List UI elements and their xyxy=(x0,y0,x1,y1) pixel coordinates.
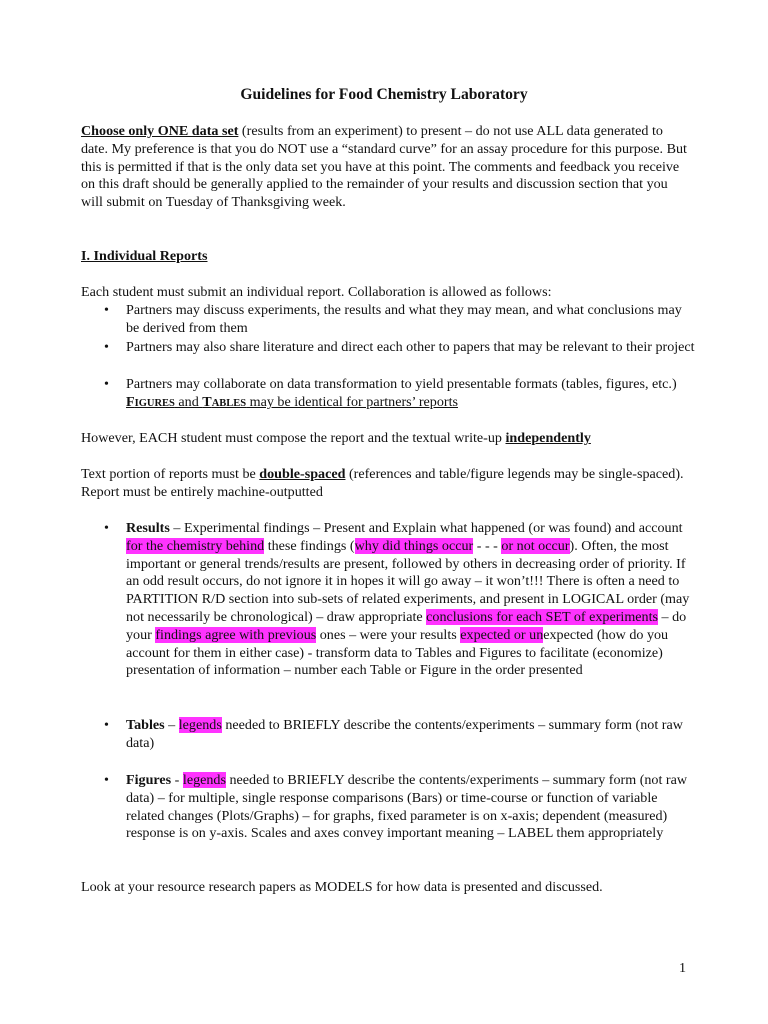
highlight-expected: expected or un xyxy=(460,626,544,643)
highlight-chemistry: for the chemistry behind xyxy=(126,537,265,554)
text-portion-a: Text portion of reports must be xyxy=(81,466,260,482)
figures-initial: F xyxy=(126,393,135,410)
results-text-7: expected (how do you account for them in either case) - transform data to Tables and Figures to facilitate (economize) presentation of information – number each Table or Figure in the order presented xyxy=(126,626,669,679)
results-text-3: - - - xyxy=(473,537,502,554)
page-number: 1 xyxy=(679,960,687,976)
results-bullet xyxy=(126,520,696,680)
collab-bullet-3-text: Partners may collaborate on data transformation to yield presentable formats (tables, figures, etc.) xyxy=(126,376,677,392)
collab-bullet-2: • Partners may also share literature and direct each other to papers that may be relevant to their project xyxy=(126,339,696,357)
and-word: and xyxy=(174,393,203,410)
results-text-4: ). Often, the most important or general trends/results are present, followed by others in decreasing order of priority. If an odd result occurs, do not ignore it in hopes it will go away – it won’t!!! There is often a need to PARTITION R/D section into sub-sets of related experiments, and present in LOGICAL order (may not necessarily be chronological) – draw appropriate xyxy=(126,537,690,625)
document-title: Guidelines for Food Chemistry Laboratory xyxy=(240,86,528,103)
tables-label: Tables xyxy=(126,717,165,733)
identical-text: may be identical for partners’ reports xyxy=(246,393,458,410)
highlight-findings: findings agree with previous xyxy=(155,626,317,643)
figures-bullet xyxy=(126,772,696,843)
collab-bullet-1: • Partners may discuss experiments, the results and what they may mean, and what conclusions may be derived from them xyxy=(126,302,696,338)
intro-text: (results from an experiment) to present – do not use ALL data generated to date. My preference is that you do NOT use a “standard curve” for an assay procedure for this purpose. But this is permitted if that is the only data set you have at this point. The comments and feedback you receive on this draft should be generally applied to the remainder of your results and discussion section that you will submit on Tuesday of Thanksgiving week. xyxy=(81,123,687,211)
independently-word: independently xyxy=(505,430,591,446)
section-intro: Each student must submit an individual report. Collaboration is allowed as follows: xyxy=(81,284,552,300)
results-text-2: these findings ( xyxy=(264,537,355,554)
highlight-tables-legends: legends xyxy=(178,717,222,733)
intro-paragraph xyxy=(81,123,691,212)
collab-bullet-3 xyxy=(126,376,696,413)
results-label: Results xyxy=(126,520,170,536)
highlight-figures-legends: legends xyxy=(182,772,226,788)
section-heading-text: I. Individual Reports xyxy=(81,248,208,264)
figures-tables-phrase xyxy=(126,394,458,410)
tables-initial: T xyxy=(202,393,212,410)
figures-dash: - xyxy=(171,772,183,788)
intro-lead: Choose only ONE data set xyxy=(81,123,239,139)
however-text: However, EACH student must compose the report and the textual write-up xyxy=(81,430,506,446)
figures-text: needed to BRIEFLY describe the contents/experiments – summary form (not raw data) – for multiple, single response comparisons (Bars) or time-course or function of variable related changes (Plots/Graphs) – for graphs, fixed parameter is on x-axis; dependent (measured) response is on y-axis. Scales and axes convey important meaning – LABEL them appropriately xyxy=(126,772,688,842)
tables-rest: ABLES xyxy=(211,397,247,409)
text-portion-paragraph xyxy=(81,466,691,502)
highlight-conclusions: conclusions for each SET of experiments xyxy=(426,608,659,625)
highlight-why: why did things occur xyxy=(354,537,474,554)
section-heading xyxy=(81,248,691,266)
results-text-1: – Experimental findings – Present and Explain what happened (or was found) and account xyxy=(169,520,683,536)
closing-paragraph: Look at your resource research papers as MODELS for how data is presented and discussed. xyxy=(81,879,603,895)
however-paragraph xyxy=(81,430,691,448)
highlight-not-occur: or not occur xyxy=(501,537,570,554)
figures-rest: IGURES xyxy=(134,397,175,409)
tables-dash: – xyxy=(164,717,179,733)
tables-text: needed to BRIEFLY describe the contents/experiments – summary form (not raw data) xyxy=(126,717,683,751)
results-text-5: – do your xyxy=(126,608,687,643)
results-text-6: ones – were your results xyxy=(316,626,461,643)
figures-label: Figures xyxy=(126,772,172,788)
tables-bullet xyxy=(126,717,696,753)
double-spaced-word: double-spaced xyxy=(259,466,346,482)
text-portion-b: (references and table/figure legends may be single-spaced). Report must be entirely machine-outputted xyxy=(81,466,684,500)
